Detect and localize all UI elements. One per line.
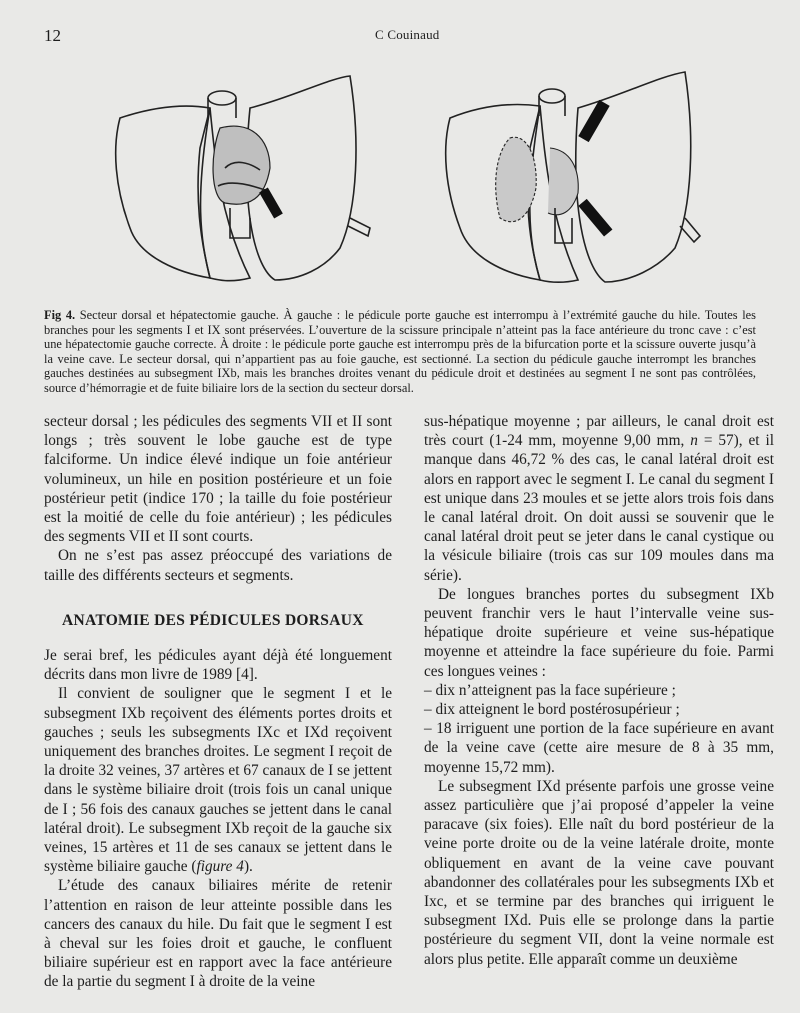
page-number: 12 [44,26,61,45]
figure-4-illustration [100,58,760,308]
right-paragraph-3: Le subsegment IXd présente parfois une grosse veine assez particulière que j’ai proposé d’appeler la veine paracave (six foies). Elle naît du bord postérieur de la veine porte droite ou de la veine latérale droite, monte obliquement en avant de la veine cave pouvant abandonner des collatérales pour les subsegments IXb et Ixc, et se termine par des branches qui irriguent le subsegment IXd. Puis elle se prolonge dans la partie postérieure du segment VII, dont la veine normale est alors plus petite. Elle apparaît comme un deuxième [424,777,774,968]
left-paragraph-2: On ne s’est pas assez préoccupé des variations de taille des différents secteurs et segments. [44,547,392,584]
running-head: C Couinaud [375,27,440,42]
caption-text: Secteur dorsal et hépatectomie gauche. À gauche : le pédicule porte gauche est interrompu à l’extrémité gauche du hile. Toutes les branches pour les segments I et IX sont préservées. L’ouverture de la scissure principale n’atteint pas la face antérieure du tronc cave : c’est une hépatectomie gauche correcte. À droite : le pédicule porte gauche est interrompu près de la bifurcation porte et la scissure ouverte jusqu’à la veine cave. Le secteur dorsal, qui n’appartient pas au foie gauche, est sectionné. La section du pédicule gauche interrompt les branches gauches destinées au subsegment IXb, mais les branches droites venant du pédicule droit et destinées au segment I ne sont pas contrôlées, source d’hémorragie et de fuite biliaire lors de la section du secteur dorsal. [44,308,756,395]
list-item: – dix n’atteignent pas la face supérieure ; [424,681,676,699]
left-paragraph-1: secteur dorsal ; les pédicules des segments VII et II sont longs ; très souvent le lobe gauche est de type falciforme. Un indice élevé indique un foie antérieur volumineux, un hile en position postérieure et un foie postérieur petit (indice 170 ; la taille du foie postérieur est la moitié de celle du foie antérieur) ; les pédicules des segments VII et II sont courts. [44,413,392,546]
caption-label: Fig 4. [44,308,76,322]
right-paragraph-1 [424,412,774,585]
left-column [44,412,392,992]
liver-diagrams-svg [100,58,760,308]
figure-caption [44,308,756,396]
n-symbol: n [690,432,698,450]
list-item: – 18 irriguent une portion de la face supérieure en avant de la veine cave (cette aire mesure de 8 à 35 mm, moyenne 15,72 mm). [424,720,774,776]
left-liver-diagram [116,76,370,281]
left-paragraph-3: Je serai bref, les pédicules ayant déjà été longuement décrits dans mon livre de 1989 [4]. [44,647,392,684]
left-paragraph-4 [44,684,392,876]
right-column [424,412,774,969]
left-paragraph-5: L’étude des canaux biliaires mérite de retenir l’attention en raison de leur atteinte possible dans les cancers des canaux du hile. Du fait que le segment I est à cheval sur les foies droit et gauche, le confluent biliaire supérieur est en rapport avec la face antérieure de la partie du segment I à droite de la veine [44,877,392,991]
right-paragraph-1b: = 57), et il manque dans 46,72 % des cas, le canal latéral droit est alors en rapport avec le segment I. Le canal du segment I est unique dans 23 moules et se jette alors trois fois dans le canal latéral droit. On doit aussi se souvenir que le canal latéral droit peut se jeter dans le canal cystique ou la vésicule biliaire (trois cas sur 109 moules dans ma série). [424,432,774,584]
section-heading: ANATOMIE DES PÉDICULES DORSAUX [62,611,364,629]
figure-reference: figure 4 [196,858,244,876]
left-paragraph-4-end: ). [243,858,253,876]
right-paragraph-1a: sus-hépatique moyenne ; par ailleurs, le canal droit est très court (1-24 mm, moyenne 9,00 mm, [424,413,774,450]
list-item: – dix atteignent le bord postérosupérieur ; [424,701,680,719]
right-paragraph-2: De longues branches portes du subsegment IXb peuvent franchir vers le haut l’intervalle veine sus-hépatique droite supérieure et veine sus-hépatique moyenne et atteindre la face supérieure du foie. Parmi ces longues veines : [424,585,774,680]
left-paragraph-4-text: Il convient de souligner que le segment I et le subsegment IXb reçoivent des éléments portes droits et gauches ; seuls les subsegments IXc et IXd reçoivent uniquement des branches droites. Le segment I reçoit de la droite 32 veines, 37 artères et 67 canaux de I se jettent dans le système biliaire droit (trois fois un canal unique de I ; 56 fois des canaux gauches se jettent dans le canal latéral droit). Le subsegment IXb reçoit de la gauche six veines, 15 artères et 11 de ses canaux se jettent dans le système biliaire gauche ( [44,685,392,876]
right-liver-diagram [446,72,700,282]
